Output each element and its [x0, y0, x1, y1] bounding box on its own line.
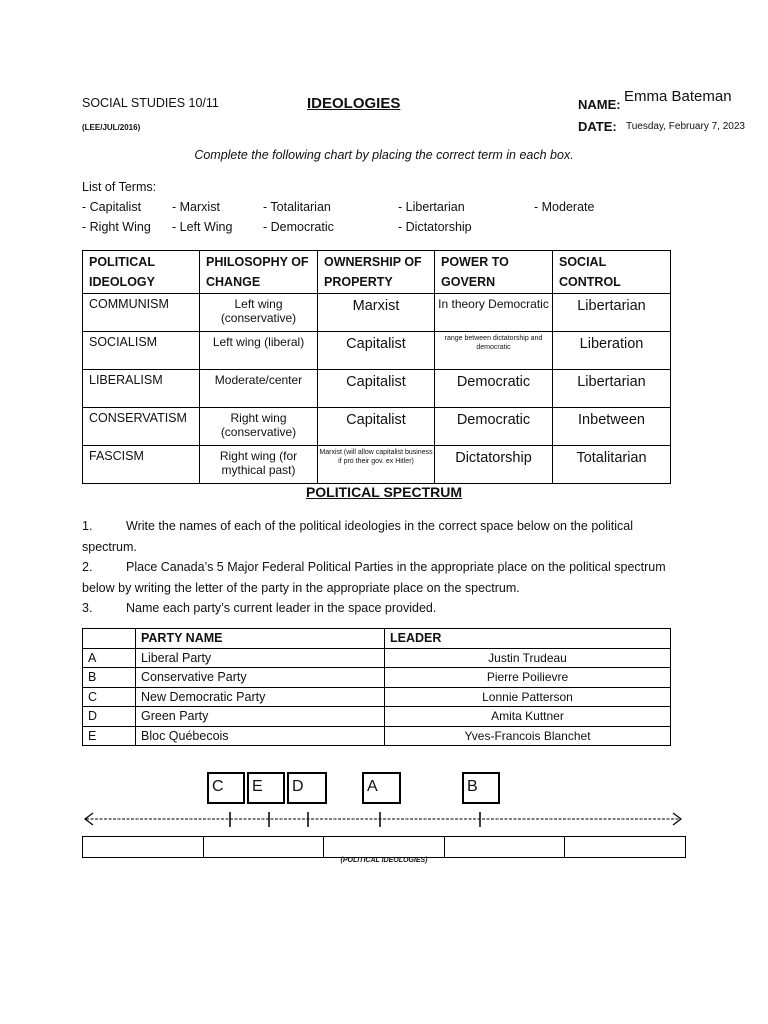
answer-cell[interactable]: In theory Democratic — [435, 294, 553, 332]
ideology-label: FASCISM — [83, 446, 200, 484]
party-name: Liberal Party — [136, 648, 385, 668]
terms-heading: List of Terms: — [82, 180, 157, 194]
ideology-chart — [82, 250, 671, 484]
col-header-property: OWNERSHIP OF PROPERTY — [318, 251, 435, 294]
party-name: Bloc Québecois — [136, 726, 385, 746]
spectrum-line — [82, 809, 686, 829]
party-table — [82, 628, 671, 746]
ideology-answer-cell[interactable] — [203, 837, 324, 858]
question-1: 1. Write the names of each of the political ideologies in the correct space below on the political spectrum. — [82, 519, 634, 554]
party-leader[interactable]: Amita Kuttner — [385, 707, 671, 727]
party-header-row — [83, 629, 671, 649]
term-item: - Left Wing — [172, 220, 233, 234]
answer-cell[interactable]: Capitalist — [318, 408, 435, 446]
party-letter: C — [83, 687, 136, 707]
date-value[interactable]: Tuesday, February 7, 2023 — [626, 121, 745, 132]
party-leader[interactable]: Yves-Francois Blanchet — [385, 726, 671, 746]
answer-cell[interactable]: Right wing (conservative) — [200, 408, 318, 446]
answer-cell[interactable]: Libertarian — [553, 294, 671, 332]
answer-cell[interactable]: Capitalist — [318, 332, 435, 370]
answer-cell[interactable]: Right wing (for mythical past) — [200, 446, 318, 484]
party-leader[interactable]: Justin Trudeau — [385, 648, 671, 668]
chart-row — [83, 332, 671, 370]
party-letter: B — [83, 668, 136, 688]
col-header-ideology: POLITICAL IDEOLOGY — [83, 251, 200, 294]
chart-row — [83, 408, 671, 446]
answer-cell[interactable]: Marxist (will allow capitalist business if pro their gov. ex Hitler) — [318, 446, 435, 484]
party-name: New Democratic Party — [136, 687, 385, 707]
answer-cell[interactable]: Liberation — [553, 332, 671, 370]
party-name: Conservative Party — [136, 668, 385, 688]
col-header-party-name: PARTY NAME — [136, 629, 385, 649]
ideology-answer-cell[interactable] — [444, 837, 565, 858]
term-item: - Totalitarian — [263, 200, 331, 214]
party-row — [83, 707, 671, 727]
answer-cell[interactable]: range between dictatorship and democratic — [435, 332, 553, 370]
chart-row — [83, 446, 671, 484]
answer-cell[interactable]: Totalitarian — [553, 446, 671, 484]
col-header-control: SOCIAL CONTROL — [553, 251, 671, 294]
col-header-change: PHILOSOPHY OF CHANGE — [200, 251, 318, 294]
party-placement-box[interactable]: C — [207, 772, 245, 804]
instructions: Complete the following chart by placing the correct term in each box. — [194, 148, 574, 162]
ideology-answer-cell[interactable] — [324, 837, 445, 858]
ideology-label: COMMUNISM — [83, 294, 200, 332]
answer-cell[interactable]: Capitalist — [318, 370, 435, 408]
party-placement-box[interactable]: A — [362, 772, 401, 804]
answer-cell[interactable]: Marxist — [318, 294, 435, 332]
term-item: - Moderate — [534, 200, 595, 214]
page-title: IDEOLOGIES — [307, 95, 401, 112]
term-item: - Capitalist — [82, 200, 142, 214]
ideology-answer-cell[interactable] — [565, 837, 686, 858]
party-leader[interactable]: Pierre Poilievre — [385, 668, 671, 688]
course-code: (LEE/JUL/2016) — [82, 123, 141, 132]
term-item: - Dictatorship — [398, 220, 472, 234]
section-title: POLITICAL SPECTRUM — [305, 484, 463, 500]
name-value[interactable]: Emma Bateman — [624, 88, 732, 105]
party-placement-box[interactable]: B — [462, 772, 500, 804]
term-item: - Right Wing — [82, 220, 151, 234]
party-letter: A — [83, 648, 136, 668]
ideology-answer-row — [82, 836, 686, 858]
party-row — [83, 668, 671, 688]
chart-row — [83, 294, 671, 332]
party-letter: E — [83, 726, 136, 746]
term-item: - Democratic — [263, 220, 334, 234]
party-row — [83, 687, 671, 707]
course-title: SOCIAL STUDIES 10/11 — [82, 96, 219, 110]
answer-cell[interactable]: Dictatorship — [435, 446, 553, 484]
chart-header-row — [83, 251, 671, 294]
ideology-label: LIBERALISM — [83, 370, 200, 408]
ideology-label: SOCIALISM — [83, 332, 200, 370]
party-letter: D — [83, 707, 136, 727]
ideology-label: CONSERVATISM — [83, 408, 200, 446]
party-placement-box[interactable]: D — [287, 772, 327, 804]
question-3: 3. Name each party’s current leader in the space provided. — [82, 601, 437, 615]
date-label: DATE: — [578, 119, 617, 134]
party-leader[interactable]: Lonnie Patterson — [385, 687, 671, 707]
ideology-caption: (POLITICAL IDEOLOGIES) — [340, 857, 428, 864]
col-header-leader: LEADER — [385, 629, 671, 649]
answer-cell[interactable]: Left wing (liberal) — [200, 332, 318, 370]
answer-cell[interactable]: Democratic — [435, 408, 553, 446]
ideology-answer-cell[interactable] — [83, 837, 204, 858]
answer-cell[interactable]: Left wing (conservative) — [200, 294, 318, 332]
party-row — [83, 726, 671, 746]
term-item: - Libertarian — [398, 200, 465, 214]
question-2: 2. Place Canada’s 5 Major Federal Political Parties in the appropriate place on the political spectrum below by writing the letter of the party in the appropriate place on the spectrum. — [82, 560, 666, 595]
party-placement-box[interactable]: E — [247, 772, 285, 804]
answer-cell[interactable]: Democratic — [435, 370, 553, 408]
answer-cell[interactable]: Moderate/center — [200, 370, 318, 408]
col-header-govern: POWER TO GOVERN — [435, 251, 553, 294]
name-label: NAME: — [578, 97, 621, 112]
term-item: - Marxist — [172, 200, 220, 214]
answer-cell[interactable]: Inbetween — [553, 408, 671, 446]
answer-cell[interactable]: Libertarian — [553, 370, 671, 408]
party-row — [83, 648, 671, 668]
party-name: Green Party — [136, 707, 385, 727]
chart-row — [83, 370, 671, 408]
